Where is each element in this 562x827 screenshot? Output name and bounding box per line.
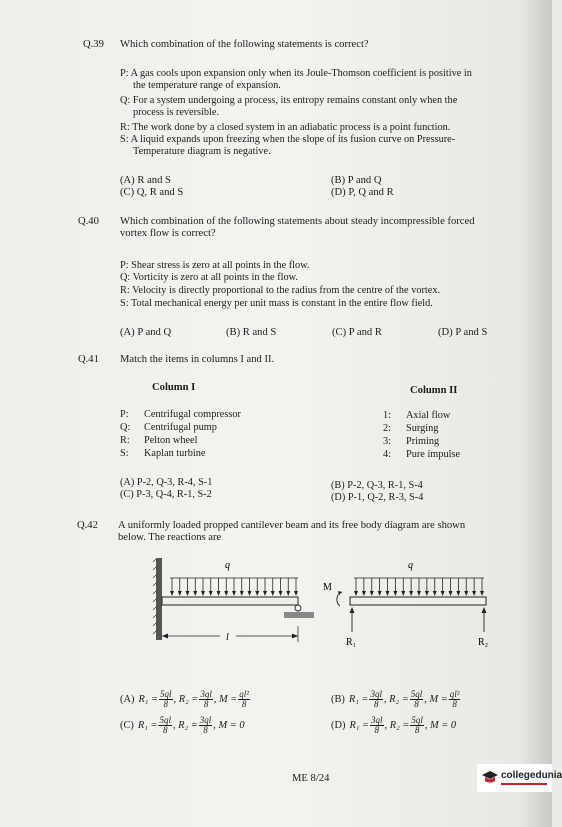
load-arrowhead <box>232 591 236 596</box>
q40-option-c[interactable]: (C) P and R <box>332 327 382 338</box>
dimension-arrow <box>292 634 298 639</box>
free-body-diagram <box>318 552 498 662</box>
load-arrowhead <box>178 591 182 596</box>
q39-stem: Which combination of the following statements is correct? <box>120 39 369 50</box>
load-arrowhead <box>362 591 366 596</box>
col2-item: Priming <box>406 436 440 447</box>
load-arrowhead <box>240 591 244 596</box>
q42-stem: below. The reactions are <box>118 532 222 543</box>
moment-label: M <box>323 582 332 593</box>
q41-option-c[interactable]: (C) P-3, Q-4, R-1, S-2 <box>120 489 212 500</box>
load-arrowhead <box>472 591 476 596</box>
q41-option-b[interactable]: (B) P-2, Q-3, R-1, S-4 <box>331 480 423 491</box>
col1-key: Q: <box>120 422 131 433</box>
load-arrowhead <box>255 591 259 596</box>
q39-option-b[interactable]: (B) P and Q <box>331 175 382 186</box>
q41-number: Q.41 <box>78 354 99 365</box>
distributed-load-arrows <box>170 578 298 596</box>
col1-item: Centrifugal compressor <box>144 409 241 420</box>
load-arrowhead <box>209 591 213 596</box>
q39-statement: process is reversible. <box>133 107 220 118</box>
load-arrowhead <box>433 591 437 596</box>
col1-item: Kaplan turbine <box>144 448 206 459</box>
column-1-header: Column I <box>152 382 196 393</box>
q42-number: Q.42 <box>77 520 98 531</box>
col1-key: S: <box>120 448 129 459</box>
length-label: l <box>226 632 229 643</box>
q40-option-a[interactable]: (A) P and Q <box>120 327 172 338</box>
q39-option-c[interactable]: (C) Q, R and S <box>120 187 184 198</box>
q39-number: Q.39 <box>83 39 104 50</box>
reaction-right-label: R₂ <box>478 637 489 648</box>
q39-option-d[interactable]: (D) P, Q and R <box>331 187 394 198</box>
load-arrowhead <box>409 591 413 596</box>
q41-stem: Match the items in columns I and II. <box>120 354 275 365</box>
wall-hatching <box>153 559 156 634</box>
load-arrowhead <box>263 591 267 596</box>
q40-stem: vortex flow is correct? <box>120 228 216 239</box>
q42-option-b[interactable]: (B) R₁ = $\frac{3ql}{8}$ , R₂ = $\frac{5ql}{8}$ , M = $\frac{\text{ql²}}{8}$ <box>331 689 460 709</box>
col2-item: Pure impulse <box>406 449 461 460</box>
reaction-arrowhead-right <box>482 607 487 613</box>
load-arrowhead <box>193 591 197 596</box>
load-arrowhead <box>279 591 283 596</box>
brand-name: collegedunia <box>501 770 562 781</box>
q39-statement: P: A gas cools upon expansion only when its Joule-Thomson coefficient is positive in <box>120 68 472 79</box>
column-2-header: Column II <box>410 385 458 396</box>
load-arrowhead <box>425 591 429 596</box>
fixed-wall <box>156 558 162 640</box>
load-arrowhead <box>286 591 290 596</box>
col2-key: 1: <box>383 410 392 421</box>
q39-statement: S: A liquid expands upon freezing when the slope of its fusion curve on Pressure- <box>120 134 456 145</box>
graduation-cap-icon <box>481 769 499 787</box>
beam <box>162 597 298 605</box>
q41-option-a[interactable]: (A) P-2, Q-3, R-4, S-1 <box>120 477 213 488</box>
col2-item: Axial flow <box>406 410 451 421</box>
q40-statement: Q: Vorticity is zero at all points in the flow. <box>120 272 298 283</box>
load-arrowhead <box>386 591 390 596</box>
load-arrowhead <box>248 591 252 596</box>
reaction-left-label: R₁ <box>346 637 357 648</box>
load-arrowhead <box>417 591 421 596</box>
load-arrowhead <box>393 591 397 596</box>
col1-key: R: <box>120 435 130 446</box>
fbd-beam <box>350 597 486 605</box>
load-arrowhead <box>271 591 275 596</box>
q42-option-d[interactable]: (D) R₁ = $\frac{3ql}{8}$ , R₂ = $\frac{5ql}{8}$ , M = 0 <box>331 715 457 735</box>
q42-stem: A uniformly loaded propped cantilever beam and its free body diagram are shown <box>118 520 466 531</box>
q39-statement: Temperature diagram is negative. <box>133 146 271 157</box>
load-arrowhead <box>354 591 358 596</box>
load-arrowhead <box>370 591 374 596</box>
roller <box>295 605 301 611</box>
q40-statement: P: Shear stress is zero at all points in the flow. <box>120 260 310 271</box>
load-arrowhead <box>186 591 190 596</box>
dimension-arrow <box>162 634 168 639</box>
q42-option-a[interactable]: (A) R₁ = $\frac{5ql}{8}$ , R₂ = $\frac{3ql}{8}$ , M = $\frac{\text{ql²}}{8}$ <box>120 689 249 709</box>
load-arrowhead <box>401 591 405 596</box>
q40-number: Q.40 <box>78 216 99 227</box>
load-arrowhead <box>449 591 453 596</box>
q40-option-b[interactable]: (B) R and S <box>226 327 277 338</box>
q41-option-d[interactable]: (D) P-1, Q-2, R-3, S-4 <box>331 492 424 503</box>
col2-item: Surging <box>406 423 439 434</box>
load-arrowhead <box>441 591 445 596</box>
load-arrowhead <box>217 591 221 596</box>
collegedunia-logo <box>477 764 562 792</box>
col1-key: P: <box>120 409 129 420</box>
col2-key: 4: <box>383 449 392 460</box>
col2-key: 3: <box>383 436 392 447</box>
load-arrowhead <box>224 591 228 596</box>
load-label: q <box>408 560 413 571</box>
distributed-load-arrows <box>354 578 484 596</box>
load-arrowhead <box>170 591 174 596</box>
q40-statement: R: Velocity is directly proportional to the radius from the centre of the vortex. <box>120 285 441 296</box>
q42-option-c[interactable]: (C) R₁ = $\frac{5ql}{8}$ , R₂ = $\frac{3ql}{8}$ , M = 0 <box>120 715 245 735</box>
q40-option-d[interactable]: (D) P and S <box>438 327 488 338</box>
q40-stem: Which combination of the following statements about steady incompressible forced <box>120 216 475 227</box>
q39-option-a[interactable]: (A) R and S <box>120 175 171 186</box>
load-arrowhead <box>201 591 205 596</box>
col1-item: Pelton wheel <box>144 435 198 446</box>
col1-item: Centrifugal pump <box>144 422 217 433</box>
load-arrowhead <box>294 591 298 596</box>
q40-statement: S: Total mechanical energy per unit mass is constant in the entire flow field. <box>120 298 433 309</box>
load-arrowhead <box>464 591 468 596</box>
q39-statement: Q: For a system undergoing a process, its entropy remains constant only when the <box>120 95 458 106</box>
q39-statement: the temperature range of expansion. <box>133 80 281 91</box>
roller-ground <box>284 612 314 618</box>
load-arrowhead <box>480 591 484 596</box>
col2-key: 2: <box>383 423 392 434</box>
reaction-arrowhead-left <box>350 607 355 613</box>
load-arrowhead <box>456 591 460 596</box>
q39-statement: R: The work done by a closed system in an adiabatic process is a point function. <box>120 122 451 133</box>
page-number: ME 8/24 <box>292 773 330 784</box>
load-label: q <box>225 560 230 571</box>
brand-underline <box>501 783 547 785</box>
load-arrowhead <box>378 591 382 596</box>
